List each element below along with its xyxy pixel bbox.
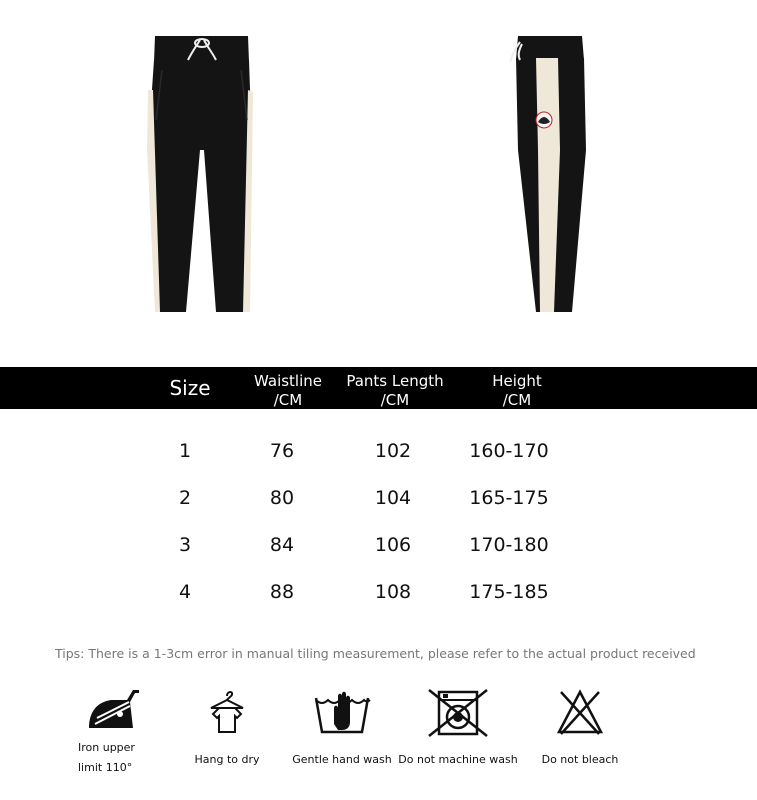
table-row xyxy=(0,577,757,607)
cell-waistline: 80 xyxy=(269,487,295,509)
cell-height: 175-185 xyxy=(469,581,549,603)
care-label: limit 110° xyxy=(78,761,133,774)
cell-height: 170-180 xyxy=(469,534,549,556)
iron-icon xyxy=(83,688,143,732)
cell-size: 4 xyxy=(178,581,192,603)
care-item-hand-wash xyxy=(292,688,392,770)
care-item-iron xyxy=(78,688,148,778)
hanger-icon xyxy=(205,688,249,736)
table-row xyxy=(0,483,757,513)
header-waistline: Waistline /CM xyxy=(254,372,322,409)
measurement-tips: Tips: There is a 1-3cm error in manual tiling measurement, please refer to the actual product received xyxy=(55,646,696,661)
cell-size: 3 xyxy=(178,534,192,556)
cell-size: 2 xyxy=(178,487,192,509)
care-item-no-bleach xyxy=(535,688,625,770)
care-item-hang xyxy=(187,688,267,770)
cell-pants-length: 108 xyxy=(374,581,412,603)
pants-front-image xyxy=(140,30,265,315)
cell-height: 160-170 xyxy=(469,440,549,462)
cell-pants-length: 104 xyxy=(374,487,412,509)
care-label: Iron upper xyxy=(78,741,135,754)
cell-pants-length: 106 xyxy=(374,534,412,556)
no-bleach-icon xyxy=(555,688,605,736)
care-item-no-machine-wash xyxy=(398,688,518,770)
care-label: Do not machine wash xyxy=(398,753,518,766)
header-height: Height /CM xyxy=(492,372,542,409)
care-label: Hang to dry xyxy=(194,753,260,766)
header-size: Size xyxy=(169,376,211,400)
cell-waistline: 76 xyxy=(269,440,295,462)
no-machine-wash-icon xyxy=(427,688,489,738)
cell-size: 1 xyxy=(178,440,192,462)
header-pants-length: Pants Length /CM xyxy=(346,372,444,409)
hand-wash-icon xyxy=(312,688,372,736)
table-row xyxy=(0,530,757,560)
care-label: Gentle hand wash xyxy=(292,753,392,766)
cell-height: 165-175 xyxy=(469,487,549,509)
cell-waistline: 84 xyxy=(269,534,295,556)
cell-pants-length: 102 xyxy=(374,440,412,462)
care-label: Do not bleach xyxy=(541,753,619,766)
pants-side-image xyxy=(500,30,600,315)
cell-waistline: 88 xyxy=(269,581,295,603)
table-row xyxy=(0,436,757,466)
